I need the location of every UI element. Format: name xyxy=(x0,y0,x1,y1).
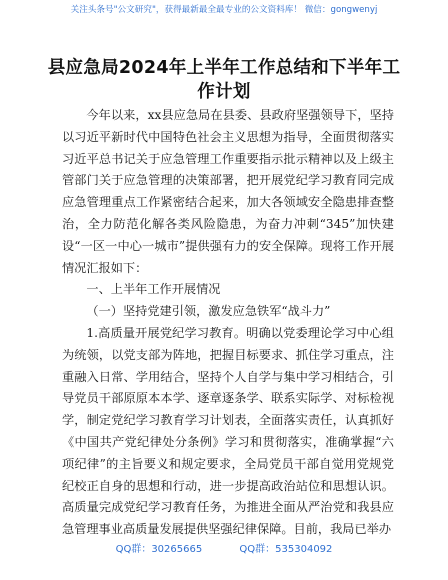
document-body xyxy=(62,105,394,541)
header-banner: 关注头条号"公文研究"，获得最新最全最专业的公文资料库！ 微信：gongwenyj xyxy=(70,5,378,15)
section-heading: 一、上半年工作开展情况 xyxy=(86,282,221,297)
footer-qq-group-1: QQ群：30265665 xyxy=(115,544,203,555)
footer-contacts xyxy=(0,540,448,555)
subsection-heading: （一）坚持党建引领，激发应急铁军“战斗力” xyxy=(86,304,331,319)
document-title: 县应急局2024年上半年工作总结和下半年工作计划 xyxy=(47,58,401,102)
body-paragraph: 1.高质量开展党纪学习教育。明确以党委理论学习中心组为统领，以党支部为阵地，把握目标要求、抓住学习重点，注重融入日常、学用结合，坚持个人自学与集中学习相结合，引导党员干部原原本本学、逐章逐条学、联系实际学、对标检视学，制定党纪学习教育学习计划表，全面落实责任，认真抓好《中国共产党纪律处分条例》学习和贯彻落实，准确掌握“六项纪律”的主旨要义和规定要求，全局党员干部自觉用党规党纪校正自身的思想和行动，进一步提高政治站位和思想认识。高质量完成党纪学习教育任务，为推进全面从严治党和我县应急管理事业高质量发展提供坚强纪律保障。目前，我局已举办 xyxy=(62,325,394,537)
intro-paragraph: 今年以来，xx县应急局在县委、县政府坚强领导下，坚持以习近平新时代中国特色社会主义思想为指导，全面贯彻落实习近平总书记关于应急管理工作重要指示批示精神以及上级主管部门关于应急管理的决策部署，把开展党纪学习教育同完成应急管理重点工作紧密结合起来，加大各领域安全隐患排查整治，全力防范化解各类风险隐患，为奋力冲刺“345”加快建设“一区一中心一城市”提供强有力的安全保障。现将工作开展情况汇报如下： xyxy=(62,108,394,275)
footer-qq-group-2: QQ群：535304092 xyxy=(239,544,333,555)
